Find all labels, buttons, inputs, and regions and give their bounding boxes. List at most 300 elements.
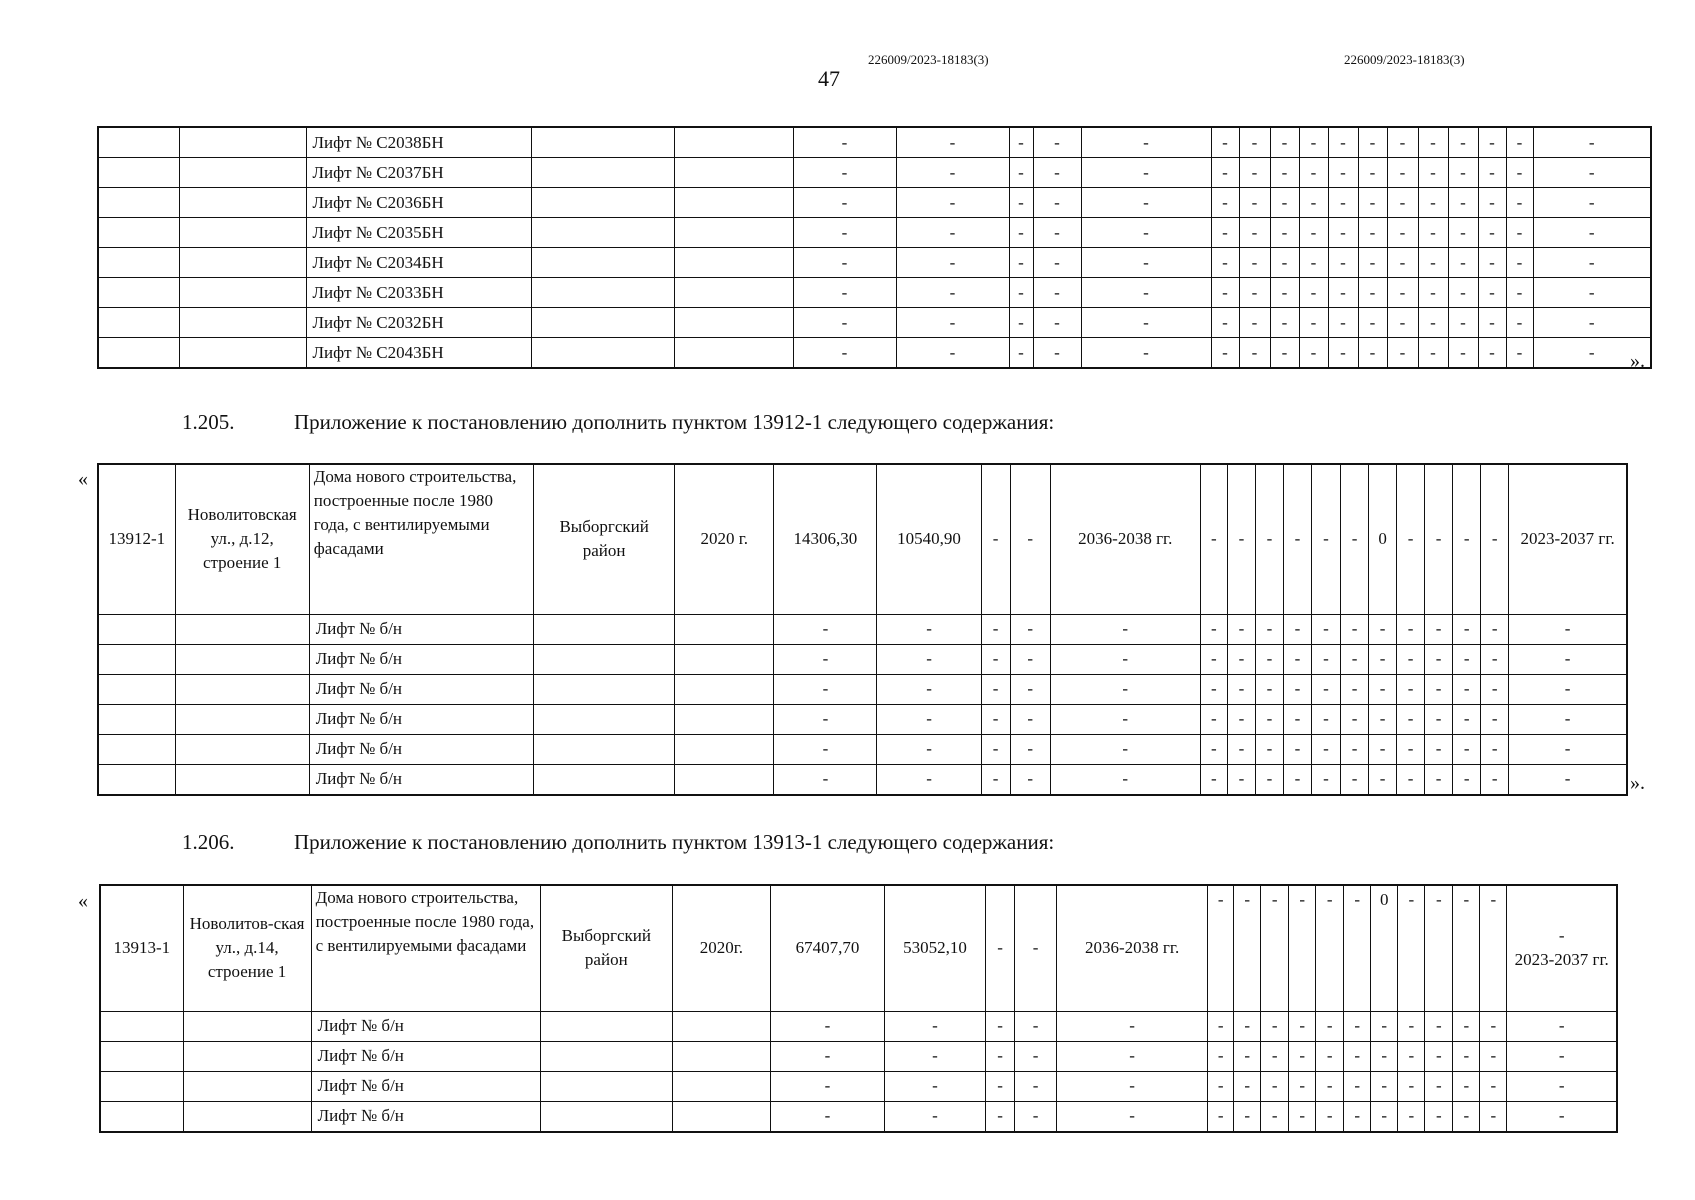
dash-cell: -	[1234, 1041, 1261, 1071]
lift-row	[98, 338, 1651, 369]
dash-cell: -	[1081, 158, 1211, 188]
dash-cell: -	[1208, 1071, 1234, 1101]
dash-cell: -	[1211, 218, 1239, 248]
dash-cell: -	[1481, 464, 1509, 614]
dash-cell: -	[1283, 734, 1311, 764]
dash-cell: -	[1509, 704, 1627, 734]
dash-cell: -	[1371, 1041, 1398, 1071]
dash-cell: -	[896, 127, 1009, 158]
dash-cell: -	[1478, 127, 1506, 158]
dash-cell: -	[1261, 1041, 1289, 1071]
item-description: Дома нового строительства, построенные после 1980 года, с вентилируемыми фасадами	[311, 885, 540, 1011]
dash-cell: -	[1239, 308, 1270, 338]
dash-cell: -	[1050, 644, 1200, 674]
dash-cell: -	[793, 248, 896, 278]
dash-cell: -	[1453, 704, 1481, 734]
empty-cell	[183, 1071, 311, 1101]
lift-name: Лифт № б/н	[311, 1041, 540, 1071]
dash-cell: -	[1227, 704, 1255, 734]
dash-cell: -	[1358, 308, 1387, 338]
dash-cell: -	[770, 1041, 884, 1071]
dash-cell: -	[793, 218, 896, 248]
dash-cell: -	[1255, 644, 1283, 674]
lift-name: Лифт № С2036БН	[306, 188, 531, 218]
dash-cell: -	[1425, 734, 1453, 764]
empty-cell	[98, 644, 175, 674]
dash-cell: -	[981, 614, 1010, 644]
dash-cell: -	[1344, 1011, 1371, 1041]
lift-row	[100, 1071, 1617, 1101]
dash-cell: -	[1255, 614, 1283, 644]
dash-cell: -	[1270, 158, 1299, 188]
dash-cell: -	[1227, 764, 1255, 795]
dash-cell: -	[1453, 464, 1481, 614]
dash-cell: -	[1211, 127, 1239, 158]
dash-cell: -	[1328, 338, 1358, 369]
lift-name: Лифт № б/н	[309, 704, 533, 734]
lift-name: Лифт № С2033БН	[306, 278, 531, 308]
dash-cell: -	[1200, 644, 1227, 674]
empty-cell	[98, 188, 179, 218]
dash-cell: -	[1057, 1071, 1208, 1101]
dash-cell: -	[1239, 338, 1270, 369]
empty-cell	[98, 127, 179, 158]
lift-row	[98, 188, 1651, 218]
dash-cell: -	[1299, 158, 1328, 188]
dash-cell: -	[986, 885, 1015, 1011]
empty-cell	[183, 1101, 311, 1132]
dash-cell: -	[1050, 614, 1200, 644]
dash-cell: -	[1533, 278, 1651, 308]
dash-cell: -	[1010, 764, 1050, 795]
empty-cell	[100, 1011, 183, 1041]
dash-cell: -	[1358, 338, 1387, 369]
dash-cell: -	[1453, 1011, 1480, 1041]
dash-cell: -	[1227, 734, 1255, 764]
empty-cell	[98, 218, 179, 248]
dash-cell: -	[1200, 674, 1227, 704]
dash-cell: -	[774, 704, 877, 734]
dash-cell: -	[1316, 885, 1344, 1011]
lift-row	[98, 704, 1627, 734]
empty-cell	[179, 218, 306, 248]
dash-cell: -	[1289, 1071, 1316, 1101]
lift-name: Лифт № С2037БН	[306, 158, 531, 188]
dash-cell: -	[1255, 734, 1283, 764]
item-area-total: 67407,70	[770, 885, 884, 1011]
dash-cell: -	[1387, 338, 1418, 369]
dash-cell: -	[1425, 614, 1453, 644]
lift-row	[100, 1101, 1617, 1132]
dash-cell: -	[1328, 218, 1358, 248]
dash-cell: -	[1015, 885, 1057, 1011]
dash-cell: -	[877, 764, 981, 795]
empty-cell	[674, 218, 793, 248]
lift-name: Лифт № б/н	[309, 764, 533, 795]
dash-cell: -	[793, 338, 896, 369]
dash-cell: -	[1270, 278, 1299, 308]
dash-cell: -	[774, 734, 877, 764]
dash-cell: -	[1387, 127, 1418, 158]
dash-cell: -	[1033, 188, 1081, 218]
dash-cell: -	[1397, 614, 1425, 644]
dash-cell: -	[1311, 734, 1340, 764]
dash-cell: -	[1369, 764, 1397, 795]
dash-cell: -	[1009, 278, 1033, 308]
dash-cell: -	[884, 1041, 985, 1071]
empty-cell	[672, 1011, 770, 1041]
dash-cell: -	[793, 188, 896, 218]
empty-cell	[674, 338, 793, 369]
dash-cell: -	[1270, 188, 1299, 218]
lift-table-13912-1	[97, 463, 1628, 796]
dash-cell: -	[1081, 127, 1211, 158]
empty-cell	[531, 278, 674, 308]
dash-cell: -	[1316, 1071, 1344, 1101]
empty-cell	[540, 1041, 672, 1071]
empty-cell	[179, 338, 306, 369]
dash-cell: -	[1289, 1011, 1316, 1041]
dash-cell: -	[1081, 338, 1211, 369]
dash-cell: -	[1299, 188, 1328, 218]
dash-cell: -	[1387, 188, 1418, 218]
dash-cell: -	[1398, 1071, 1425, 1101]
lift-name: Лифт № б/н	[311, 1011, 540, 1041]
dash-cell: -	[1255, 674, 1283, 704]
item-zero: 0	[1371, 885, 1398, 1011]
dash-cell: -	[1509, 764, 1627, 795]
item-term: 2023-2037 гг.	[1509, 464, 1627, 614]
doc-code-2: 226009/2023-18183(3)	[1344, 52, 1465, 67]
dash-cell: -	[981, 674, 1010, 704]
dash-cell: -	[1425, 464, 1453, 614]
dash-cell: -	[1200, 704, 1227, 734]
empty-cell	[674, 158, 793, 188]
dash-cell: -	[1418, 308, 1448, 338]
dash-cell: -	[1033, 127, 1081, 158]
dash-cell: -	[1211, 308, 1239, 338]
dash-cell: -	[1448, 278, 1478, 308]
empty-cell	[534, 674, 675, 704]
dash-cell: -	[1509, 674, 1627, 704]
dash-cell: -	[884, 1101, 985, 1132]
empty-cell	[98, 338, 179, 369]
lift-row	[98, 248, 1651, 278]
dash-cell: -	[1009, 308, 1033, 338]
dash-cell: -	[1081, 278, 1211, 308]
dash-cell: -	[1316, 1011, 1344, 1041]
lift-row	[98, 218, 1651, 248]
empty-cell	[100, 1041, 183, 1071]
empty-cell	[100, 1101, 183, 1132]
empty-cell	[179, 278, 306, 308]
dash-cell: -	[1478, 338, 1506, 369]
dash-cell: -	[1453, 1041, 1480, 1071]
dash-cell: -	[1283, 674, 1311, 704]
lift-name: Лифт № б/н	[309, 674, 533, 704]
dash-cell: -	[1328, 188, 1358, 218]
dash-cell: -	[877, 704, 981, 734]
dash-cell: -	[1506, 248, 1533, 278]
dash-cell: -	[1311, 764, 1340, 795]
empty-cell	[534, 644, 675, 674]
dash-cell: -	[896, 218, 1009, 248]
dash-cell: -	[1270, 308, 1299, 338]
dash-cell: -	[1328, 308, 1358, 338]
empty-cell	[531, 338, 674, 369]
dash-cell: -	[1425, 1011, 1453, 1041]
empty-cell	[98, 248, 179, 278]
dash-cell: -	[1081, 248, 1211, 278]
dash-cell: -	[1425, 1101, 1453, 1132]
empty-cell	[175, 734, 309, 764]
lift-row	[100, 1041, 1617, 1071]
dash-cell: -	[1015, 1071, 1057, 1101]
dash-cell: -	[1255, 764, 1283, 795]
dash-cell: -	[981, 644, 1010, 674]
dash-cell: -	[1311, 704, 1340, 734]
dash-cell: -	[1397, 734, 1425, 764]
dash-cell: -	[1010, 464, 1050, 614]
dash-cell: -	[1283, 614, 1311, 644]
dash-cell: -	[1050, 734, 1200, 764]
dash-cell: -	[793, 278, 896, 308]
empty-cell	[175, 764, 309, 795]
dash-cell: -	[1299, 127, 1328, 158]
dash-cell: -	[1239, 188, 1270, 218]
dash-cell: -	[1480, 1011, 1507, 1041]
page-number: 47	[818, 66, 840, 91]
dash-cell: -	[1341, 764, 1369, 795]
empty-cell	[175, 644, 309, 674]
dash-cell: -	[1299, 248, 1328, 278]
dash-cell: -	[1478, 308, 1506, 338]
dash-cell: -	[1033, 278, 1081, 308]
dash-cell: -	[1371, 1101, 1398, 1132]
dash-cell: -	[877, 674, 981, 704]
dash-cell: -	[896, 278, 1009, 308]
dash-cell: -	[1506, 127, 1533, 158]
lift-table-continuation	[97, 126, 1652, 369]
item-period: 2036-2038 гг.	[1057, 885, 1208, 1011]
dash-cell: -	[1358, 188, 1387, 218]
dash-cell: -	[1453, 644, 1481, 674]
dash-cell: -	[1453, 1071, 1480, 1101]
dash-cell: -	[1261, 885, 1289, 1011]
item-code: 13912-1	[98, 464, 175, 614]
empty-cell	[98, 158, 179, 188]
dash-cell: -	[1507, 1071, 1617, 1101]
dash-cell: -	[1387, 218, 1418, 248]
close-quote-mark: ».	[1630, 772, 1645, 794]
dash-cell: -	[1009, 338, 1033, 369]
dash-cell: -	[1211, 338, 1239, 369]
dash-cell: -	[1533, 338, 1651, 369]
empty-cell	[531, 127, 674, 158]
dash-cell: -	[1234, 1071, 1261, 1101]
dash-cell: -	[1015, 1041, 1057, 1071]
dash-cell: -	[1425, 764, 1453, 795]
dash-cell: -	[1481, 614, 1509, 644]
open-quote-mark: «	[78, 468, 88, 490]
dash-cell: -	[1453, 674, 1481, 704]
dash-cell: -	[1506, 278, 1533, 308]
paragraph-1-206	[182, 830, 1054, 855]
dash-cell: -	[1398, 1041, 1425, 1071]
dash-cell: -	[1448, 127, 1478, 158]
empty-cell	[175, 614, 309, 644]
dash-cell: -	[1344, 885, 1371, 1011]
dash-cell: -	[1316, 1041, 1344, 1071]
dash-cell: -	[1448, 218, 1478, 248]
dash-cell: -	[770, 1071, 884, 1101]
dash-cell: -	[1211, 188, 1239, 218]
dash-cell: -	[1453, 764, 1481, 795]
dash-cell: -	[1239, 158, 1270, 188]
dash-cell: -	[1227, 674, 1255, 704]
dash-cell: -	[1507, 1011, 1617, 1041]
dash-cell: -	[1344, 1041, 1371, 1071]
lift-row	[98, 614, 1627, 644]
dash-cell: -	[1208, 1041, 1234, 1071]
paragraph-number: 1.205.	[182, 410, 235, 434]
empty-cell	[531, 308, 674, 338]
lift-table-13913-1	[99, 884, 1618, 1133]
dash-cell: -	[896, 248, 1009, 278]
empty-cell	[675, 734, 774, 764]
empty-cell	[672, 1041, 770, 1071]
dash-cell: -	[981, 704, 1010, 734]
dash-cell: -	[770, 1011, 884, 1041]
dash-cell: -	[1328, 248, 1358, 278]
dash-cell: -	[1507, 1041, 1617, 1071]
paragraph-text: Приложение к постановлению дополнить пунктом 13912-1 следующего содержания:	[294, 410, 1055, 434]
dash-cell: -	[1283, 764, 1311, 795]
dash-cell: -	[1050, 764, 1200, 795]
dash-cell: -	[1506, 158, 1533, 188]
dash-cell: -	[1506, 188, 1533, 218]
lift-row	[98, 308, 1651, 338]
lift-name: Лифт № б/н	[311, 1071, 540, 1101]
empty-cell	[672, 1101, 770, 1132]
dash-cell: -	[1239, 278, 1270, 308]
item-year: 2020г.	[672, 885, 770, 1011]
dash-cell: -	[1270, 248, 1299, 278]
dash-cell: -	[1234, 1101, 1261, 1132]
dash-cell: -	[1418, 188, 1448, 218]
dash-cell: -	[1341, 644, 1369, 674]
dash-cell: -	[770, 1101, 884, 1132]
dash-cell: -	[1481, 734, 1509, 764]
empty-cell	[100, 1071, 183, 1101]
dash-cell: -	[1057, 1041, 1208, 1071]
empty-cell	[675, 644, 774, 674]
dash-cell: -	[1009, 248, 1033, 278]
lift-row	[98, 158, 1651, 188]
dash-cell: -	[1311, 644, 1340, 674]
empty-cell	[674, 278, 793, 308]
lift-name: Лифт № С2032БН	[306, 308, 531, 338]
dash-cell: -	[1344, 1101, 1371, 1132]
item-period: 2036-2038 гг.	[1050, 464, 1200, 614]
empty-cell	[534, 734, 675, 764]
dash-cell: -	[1453, 614, 1481, 644]
dash-cell: -	[1418, 218, 1448, 248]
dash-cell: -	[1506, 218, 1533, 248]
dash-cell: -	[1387, 278, 1418, 308]
dash-cell: -	[1480, 1071, 1507, 1101]
lift-row	[98, 278, 1651, 308]
dash-cell: -	[1010, 644, 1050, 674]
dash-cell: -	[1397, 464, 1425, 614]
dash-cell: -	[1081, 308, 1211, 338]
item-description: Дома нового строительства, построенные после 1980 года, с вентилируемыми фасадами	[309, 464, 533, 614]
paragraph-text: Приложение к постановлению дополнить пунктом 13913-1 следующего содержания:	[294, 830, 1055, 854]
lift-name: Лифт № С2035БН	[306, 218, 531, 248]
dash-cell: -	[1015, 1101, 1057, 1132]
dash-cell: -	[793, 308, 896, 338]
dash-cell: -	[896, 338, 1009, 369]
lift-row	[98, 644, 1627, 674]
dash-cell: -	[1270, 127, 1299, 158]
dash-cell: -	[1358, 278, 1387, 308]
dash-cell: -	[1358, 248, 1387, 278]
item-area-living: 53052,10	[884, 885, 985, 1011]
lift-name: Лифт № С2038БН	[306, 127, 531, 158]
dash-cell: -	[1200, 764, 1227, 795]
dash-cell: -	[1009, 188, 1033, 218]
dash-cell: -	[1341, 734, 1369, 764]
empty-cell	[674, 188, 793, 218]
dash-cell: -	[1057, 1101, 1208, 1132]
lift-row	[98, 764, 1627, 795]
doc-code-1: 226009/2023-18183(3)	[868, 52, 989, 67]
empty-cell	[675, 674, 774, 704]
dash-cell: -	[1387, 158, 1418, 188]
dash-cell: -	[1480, 885, 1507, 1011]
lift-name: Лифт № С2043БН	[306, 338, 531, 369]
dash-cell: -	[1227, 644, 1255, 674]
dash-cell: -	[1418, 127, 1448, 158]
dash-cell: -	[1507, 1101, 1617, 1132]
dash-cell: -	[1358, 218, 1387, 248]
dash-cell: -	[1509, 734, 1627, 764]
empty-cell	[540, 1101, 672, 1132]
dash-cell: -	[1328, 127, 1358, 158]
dash-cell: -	[1481, 704, 1509, 734]
dash-cell: -	[877, 614, 981, 644]
dash-cell: -	[1328, 278, 1358, 308]
empty-cell	[175, 704, 309, 734]
dash-cell: -	[884, 1011, 985, 1041]
dash-cell: -	[1425, 885, 1453, 1011]
dash-cell: -	[1397, 644, 1425, 674]
empty-cell	[98, 734, 175, 764]
dash-cell: -	[1311, 464, 1340, 614]
dash-cell: -	[1397, 764, 1425, 795]
dash-cell: -	[1478, 248, 1506, 278]
dash-cell: -	[774, 614, 877, 644]
dash-cell: -	[1341, 674, 1369, 704]
dash-cell: -	[896, 308, 1009, 338]
dash-cell: -	[1478, 158, 1506, 188]
dash-cell: -	[1533, 188, 1651, 218]
dash-cell: -	[1341, 704, 1369, 734]
dash-cell: -	[1328, 158, 1358, 188]
dash-cell: -	[1418, 338, 1448, 369]
empty-cell	[531, 248, 674, 278]
dash-cell: -	[1299, 278, 1328, 308]
